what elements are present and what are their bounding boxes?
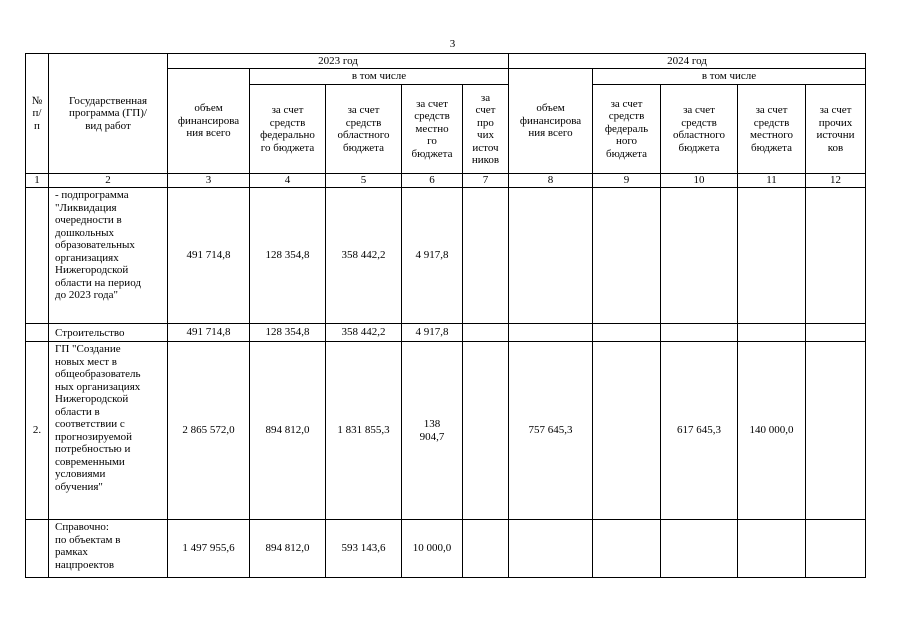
value-cell xyxy=(463,342,509,520)
col-2024-other-header: за счет прочих источни ков xyxy=(806,85,866,174)
value-cell: 593 143,6 xyxy=(326,520,402,578)
col-2023-total-header: объем финансирова ния всего xyxy=(168,69,250,174)
page-number: 3 xyxy=(449,38,456,50)
value-cell: 358 442,2 xyxy=(326,188,402,324)
value-cell: 138 904,7 xyxy=(402,342,463,520)
row-name: ГП "Создание новых мест в общеобразователь ных организациях Нижегородской области в соответствии с прогнозируемой потребностью и современными условиями обучения" xyxy=(49,342,168,520)
col-2023-regional-header: за счет средств областного бюджета xyxy=(326,85,402,174)
value-cell xyxy=(738,520,806,578)
value-cell: 491 714,8 xyxy=(168,188,250,324)
col-number: 6 xyxy=(402,174,463,188)
value-cell xyxy=(593,342,661,520)
row-number xyxy=(26,324,49,342)
value-cell xyxy=(593,520,661,578)
table-row xyxy=(26,342,866,520)
value-cell: 1 497 955,6 xyxy=(168,520,250,578)
value-cell xyxy=(509,188,593,324)
table-row xyxy=(26,324,866,342)
value-cell xyxy=(593,188,661,324)
value-cell: 128 354,8 xyxy=(250,324,326,342)
col-2023-local-header: за счет средств местно го бюджета xyxy=(402,85,463,174)
value-cell xyxy=(806,520,866,578)
value-cell: 4 917,8 xyxy=(402,324,463,342)
value-cell: 2 865 572,0 xyxy=(168,342,250,520)
col-num-header: № п/ п xyxy=(26,54,49,174)
col-number: 10 xyxy=(661,174,738,188)
col-number: 8 xyxy=(509,174,593,188)
including-2024-header: в том числе xyxy=(593,69,866,85)
value-cell xyxy=(806,342,866,520)
value-cell: 4 917,8 xyxy=(402,188,463,324)
row-name: Справочно: по объектам в рамках нацпроектов xyxy=(49,520,168,578)
financing-table xyxy=(25,53,866,578)
col-2024-total-header: объем финансирова ния всего xyxy=(509,69,593,174)
row-number: 2. xyxy=(26,342,49,520)
value-cell xyxy=(463,324,509,342)
col-number: 5 xyxy=(326,174,402,188)
col-program-header: Государственная программа (ГП)/ вид работ xyxy=(49,54,168,174)
value-cell xyxy=(509,324,593,342)
table-row xyxy=(26,520,866,578)
value-cell xyxy=(463,188,509,324)
value-cell xyxy=(661,188,738,324)
column-number-row xyxy=(26,174,866,188)
value-cell: 358 442,2 xyxy=(326,324,402,342)
col-2023-other-header: за счет про чих источ ников xyxy=(463,85,509,174)
value-cell xyxy=(806,324,866,342)
row-number xyxy=(26,188,49,324)
value-cell: 128 354,8 xyxy=(250,188,326,324)
row-name: - подпрограмма "Ликвидация очередности в дошкольных образовательных организациях Нижегородской области на период до 2023 года" xyxy=(49,188,168,324)
value-cell xyxy=(509,520,593,578)
value-cell xyxy=(738,324,806,342)
value-cell xyxy=(806,188,866,324)
year-2023-header: 2023 год xyxy=(168,54,509,69)
col-number: 9 xyxy=(593,174,661,188)
row-number xyxy=(26,520,49,578)
value-cell: 10 000,0 xyxy=(402,520,463,578)
value-cell: 1 831 855,3 xyxy=(326,342,402,520)
col-number: 11 xyxy=(738,174,806,188)
value-cell: 491 714,8 xyxy=(168,324,250,342)
col-number: 3 xyxy=(168,174,250,188)
table-row xyxy=(26,188,866,324)
col-number: 1 xyxy=(26,174,49,188)
value-cell xyxy=(593,324,661,342)
value-cell: 617 645,3 xyxy=(661,342,738,520)
value-cell: 894 812,0 xyxy=(250,520,326,578)
col-number: 4 xyxy=(250,174,326,188)
value-cell xyxy=(661,520,738,578)
value-cell xyxy=(738,188,806,324)
col-2024-federal-header: за счет средств федераль ного бюджета xyxy=(593,85,661,174)
value-cell: 894 812,0 xyxy=(250,342,326,520)
value-cell xyxy=(661,324,738,342)
col-2024-regional-header: за счет средств областного бюджета xyxy=(661,85,738,174)
row-name: Строительство xyxy=(49,324,168,342)
col-2023-federal-header: за счет средств федерально го бюджета xyxy=(250,85,326,174)
year-2024-header: 2024 год xyxy=(509,54,866,69)
col-number: 2 xyxy=(49,174,168,188)
col-2024-local-header: за счет средств местного бюджета xyxy=(738,85,806,174)
value-cell xyxy=(463,520,509,578)
value-cell: 757 645,3 xyxy=(509,342,593,520)
col-number: 7 xyxy=(463,174,509,188)
including-2023-header: в том числе xyxy=(250,69,509,85)
col-number: 12 xyxy=(806,174,866,188)
value-cell: 140 000,0 xyxy=(738,342,806,520)
